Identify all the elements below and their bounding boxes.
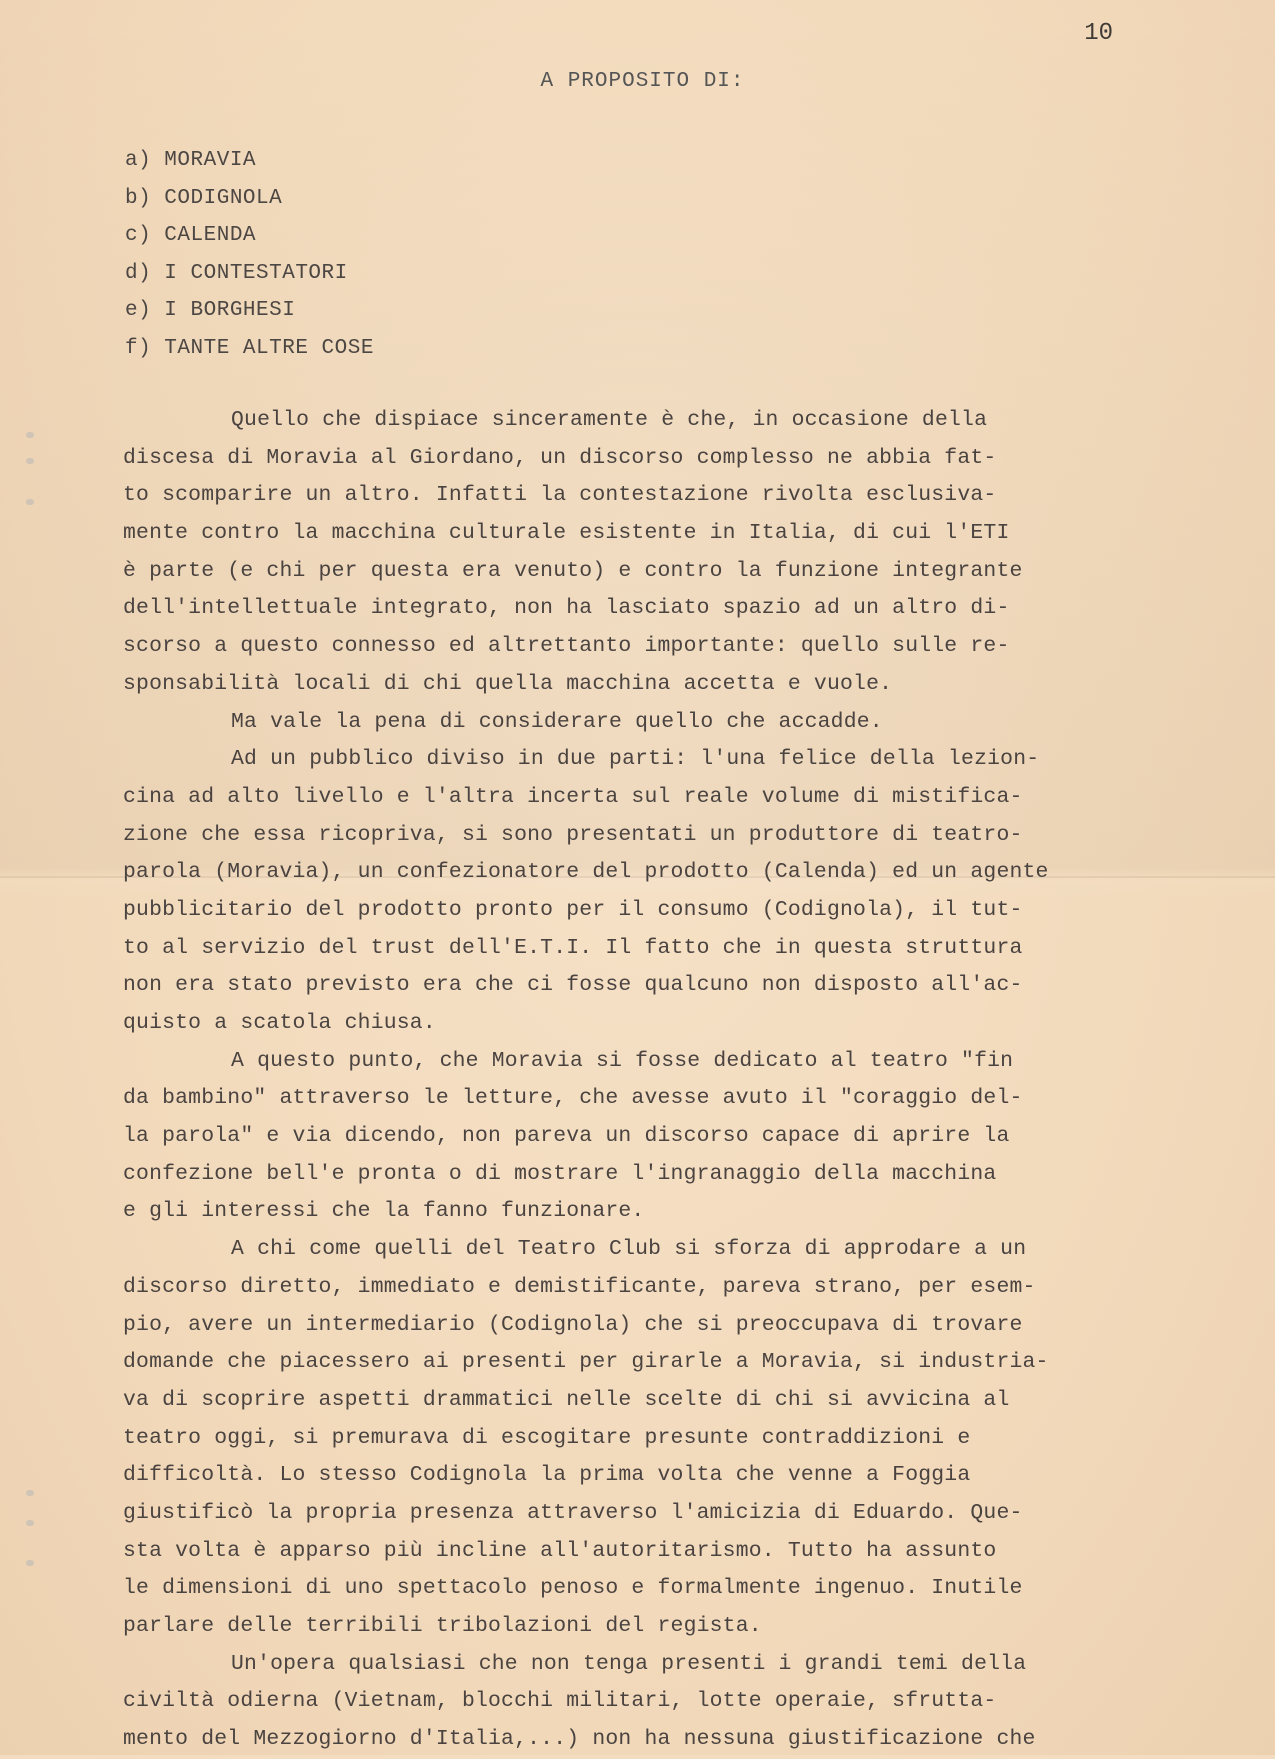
text-line: civiltà odierna (Vietnam, blocchi militari, lotte operaie, sfrutta- xyxy=(123,1689,997,1714)
text-line: Un'opera qualsiasi che non tenga presenti i grandi temi della xyxy=(231,1651,1027,1676)
topic-item: b) CODIGNOLA xyxy=(125,186,283,210)
topic-item: c) CALENDA xyxy=(125,224,257,247)
text-line: quisto a scatola chiusa. xyxy=(123,1011,436,1035)
text-line: mento del Mezzogiorno d'Italia,...) non ha nessuna giustificazione che xyxy=(123,1727,1036,1752)
body-text xyxy=(123,402,1233,1759)
topic-item: f) TANTE ALTRE COSE xyxy=(125,336,374,360)
text-line: mente contro la macchina culturale esistente in Italia, di cui l'ETI xyxy=(123,521,1010,546)
text-line: e gli interessi che la fanno funzionare. xyxy=(123,1199,645,1224)
text-line: sta volta è apparso più incline all'autoritarismo. Tutto ha assunto xyxy=(123,1538,997,1563)
text-line: Ad un pubblico diviso in due parti: l'una felice della lezion- xyxy=(231,747,1040,772)
text-line: A questo punto, che Moravia si fosse dedicato al teatro "fin xyxy=(231,1048,1014,1073)
punch-hole-mark xyxy=(26,458,34,464)
text-line: zione che essa ricopriva, si sono presentati un produttore di teatro- xyxy=(123,822,1023,847)
text-line: parlare delle terribili tribolazioni del regista. xyxy=(123,1614,762,1638)
text-line: parola (Moravia), un confezionatore del prodotto (Calenda) ed un agente xyxy=(123,860,1049,885)
text-line: giustificò la propria presenza attraverso l'amicizia di Eduardo. Que- xyxy=(123,1500,1023,1525)
text-line: teatro oggi, si premurava di escogitare presunte contraddizioni e xyxy=(123,1425,971,1450)
text-line: discesa di Moravia al Giordano, un discorso complesso ne abbia fat- xyxy=(123,445,997,470)
text-line: scorso a questo connesso ed altrettanto importante: quello sulle re- xyxy=(123,634,1010,659)
punch-hole-mark xyxy=(26,1520,34,1526)
text-line: discorso diretto, immediato e demistificante, pareva strano, per esem- xyxy=(123,1274,1036,1299)
text-line: dell'intellettuale integrato, non ha lasciato spazio ad un altro di- xyxy=(123,596,1010,621)
text-line: pio, avere un intermediario (Codignola) che si preoccupava di trovare xyxy=(123,1312,1023,1337)
topic-item: a) MORAVIA xyxy=(125,149,257,172)
text-line: va di scoprire aspetti drammatici nelle scelte di chi si avvicina al xyxy=(123,1387,1010,1412)
text-line: domande che piacessero ai presenti per girarle a Moravia, si industria- xyxy=(123,1350,1049,1375)
text-line: le dimensioni di uno spettacolo penoso e formalmente ingenuo. Inutile xyxy=(123,1576,1023,1601)
text-line: to scomparire un altro. Infatti la contestazione rivolta esclusiva- xyxy=(123,483,997,508)
text-line: è parte (e chi per questa era venuto) e contro la funzione integrante xyxy=(123,558,1023,583)
punch-hole-mark xyxy=(26,1490,34,1496)
punch-hole-mark xyxy=(26,1560,34,1566)
text-line: A chi come quelli del Teatro Club si sforza di approdare a un xyxy=(231,1237,1027,1262)
text-line: confezione bell'e pronta o di mostrare l'ingranaggio della macchina xyxy=(123,1161,997,1186)
punch-hole-mark xyxy=(26,499,34,505)
punch-hole-mark xyxy=(26,432,34,438)
text-line: pubblicitario del prodotto pronto per il consumo (Codignola), il tut- xyxy=(123,897,1023,922)
text-line: da bambino" attraverso le letture, che avesse avuto il "coraggio del- xyxy=(123,1086,1023,1111)
text-line: difficoltà. Lo stesso Codignola la prima volta che venne a Foggia xyxy=(123,1463,971,1488)
text-line: Quello che dispiace sinceramente è che, in occasione della xyxy=(231,408,988,432)
text-line: la parola" e via dicendo, non pareva un discorso capace di aprire la xyxy=(123,1124,1010,1149)
text-line: cina ad alto livello e l'altra incerta sul reale volume di mistifica- xyxy=(123,784,1023,809)
text-line: to al servizio del trust dell'E.T.I. Il fatto che in questa struttura xyxy=(123,935,1023,960)
topic-item: e) I BORGHESI xyxy=(125,299,296,322)
text-line: sponsabilità locali di chi quella macchina accetta e vuole. xyxy=(123,671,893,696)
page-title: A PROPOSITO DI: xyxy=(540,70,745,93)
topic-item: d) I CONTESTATORI xyxy=(125,261,348,285)
topic-list xyxy=(125,142,374,367)
page-number: 10 xyxy=(1084,20,1113,47)
text-line: non era stato previsto era che ci fosse qualcuno non disposto all'ac- xyxy=(123,973,1023,998)
text-line: Ma vale la pena di considerare quello che accadde. xyxy=(231,709,883,734)
